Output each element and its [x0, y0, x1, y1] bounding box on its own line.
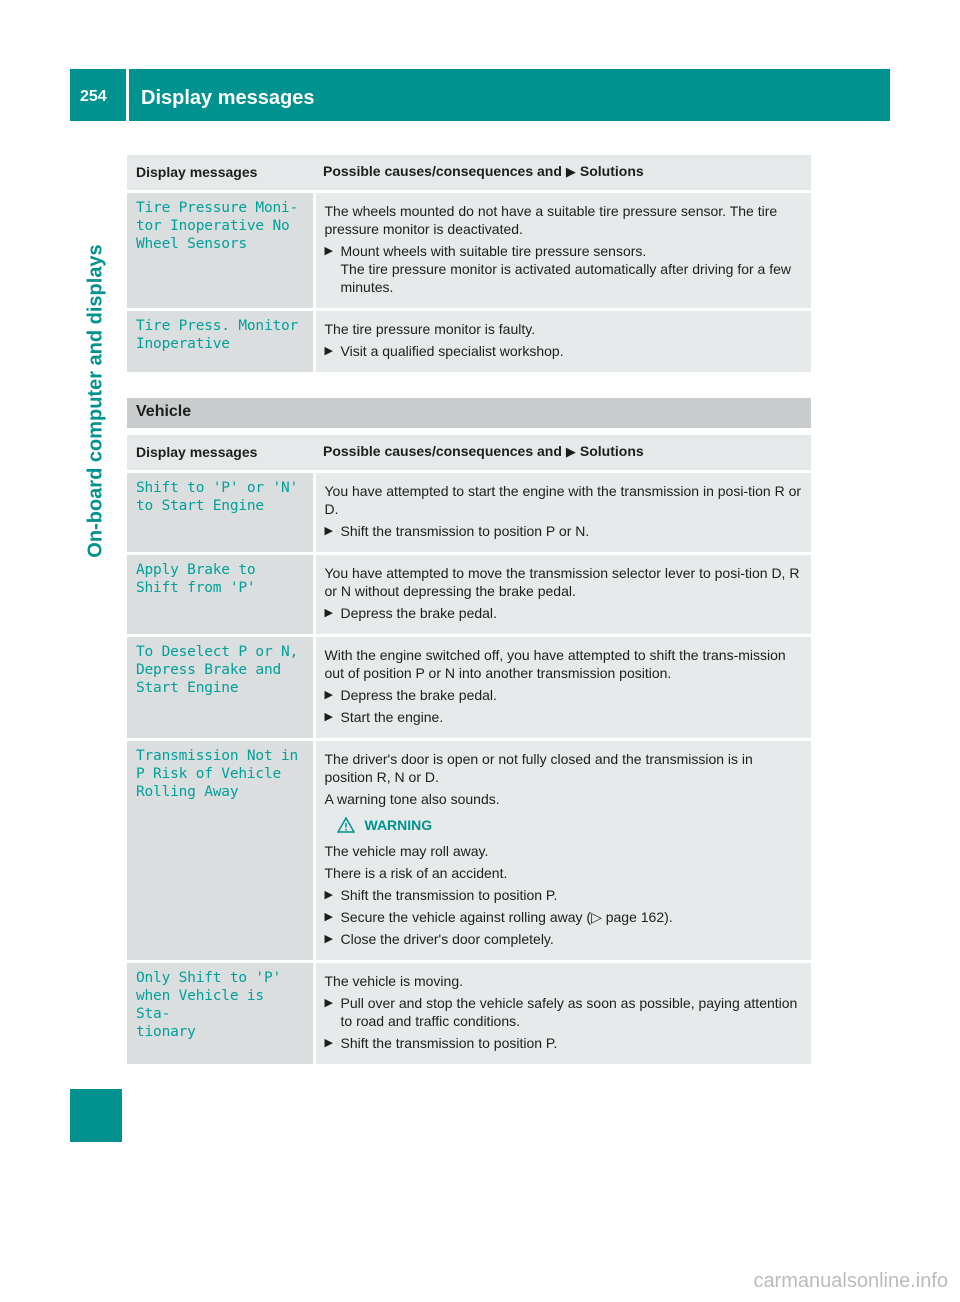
page-title: Display messages: [141, 87, 315, 109]
solution-step: ▶ Pull over and stop the vehicle safely as soon as possible, paying attention to road and traffic conditions.: [324, 995, 798, 1029]
side-chapter-title: On-board computer and displays: [84, 244, 107, 558]
step-arrow-icon: ▶: [324, 607, 333, 619]
solution-step: ▶ Close the driver's door completely.: [324, 931, 554, 947]
solution-step: ▶ Start the engine.: [324, 709, 444, 725]
page-number: 254: [80, 88, 107, 105]
col-header-messages: Display messages: [127, 155, 314, 192]
message-description: With the engine switched off, you have attempted to shift the trans-mission out of position P or N into another transmission position. ▶ Depress the brake pedal. ▶ Start the engine.: [314, 636, 811, 740]
col-header-causes: Possible causes/consequences and ▶ Solutions: [314, 155, 811, 192]
section-header-vehicle: Vehicle: [127, 398, 811, 428]
display-message: Tire Pressure Moni‐ tor Inoperative No Wheel Sensors: [127, 192, 314, 310]
solution-step: ▶ Shift the transmission to position P.: [324, 1035, 558, 1051]
solution-step: ▶ Visit a qualified specialist workshop.: [324, 343, 564, 359]
vehicle-table: [127, 435, 811, 1067]
page-reference-link[interactable]: Secure the vehicle against rolling away (▷ page 162).: [340, 909, 673, 925]
display-message: Apply Brake to Shift from 'P': [127, 554, 314, 636]
message-description: The wheels mounted do not have a suitable tire pressure sensor. The tire pressure monitor is deactivated. ▶ Mount wheels with suitable tire pressure sensors. The tire pressure monitor is activated automatically after driving for a few minutes.: [314, 192, 811, 310]
display-message: Only Shift to 'P' when Vehicle is Sta‐ tionary: [127, 962, 314, 1066]
arrow-icon: ▶: [565, 164, 576, 179]
step-arrow-icon: ▶: [324, 997, 333, 1009]
step-arrow-icon: ▶: [324, 689, 333, 701]
warning-triangle-icon: [337, 817, 355, 833]
solution-step: ▶ Depress the brake pedal.: [324, 687, 497, 703]
solution-step: [325, 908, 804, 926]
solution-step: ▶ Mount wheels with suitable tire pressure sensors. The tire pressure monitor is activated automatically after driving for a few minutes.: [324, 243, 792, 295]
solution-step: ▶ Shift the transmission to position P.: [324, 887, 558, 903]
solution-step: ▶ Depress the brake pedal.: [324, 605, 497, 621]
table-row: [127, 310, 811, 374]
table-row: [127, 962, 811, 1066]
display-message: To Deselect P or N, Depress Brake and Start Engine: [127, 636, 314, 740]
header-divider: [126, 69, 129, 121]
warning-notice: WARNING: [337, 816, 804, 834]
watermark: carmanualsonline.info: [753, 1270, 948, 1292]
step-arrow-icon: ▶: [324, 1037, 333, 1049]
col-header-causes: Possible causes/consequences and ▶ Solutions: [314, 435, 811, 472]
table-header-row: [127, 435, 811, 472]
table-row: [127, 554, 811, 636]
table-row: [127, 472, 811, 554]
step-arrow-icon: ▶: [324, 345, 333, 357]
tire-pressure-table: [127, 155, 811, 375]
message-description: The tire pressure monitor is faulty. ▶ Visit a qualified specialist workshop.: [314, 310, 811, 374]
solution-step: ▶ Shift the transmission to position P or N.: [324, 523, 590, 539]
side-chapter-block: [70, 1089, 122, 1142]
table-row: [127, 636, 811, 740]
col-header-messages: Display messages: [127, 435, 314, 472]
arrow-icon: ▶: [565, 444, 576, 459]
step-arrow-icon: ▶: [324, 889, 333, 901]
table-header-row: [127, 155, 811, 192]
display-message: Tire Press. Monitor Inoperative: [127, 310, 314, 374]
step-arrow-icon: ▶: [324, 245, 333, 257]
message-description: You have attempted to start the engine with the transmission in posi-tion R or D. ▶ Shift the transmission to position P or N.: [314, 472, 811, 554]
message-description: The vehicle is moving. ▶ Pull over and stop the vehicle safely as soon as possible, paying attention to road and traffic conditions. ▶ Shift the transmission to position P.: [314, 962, 811, 1066]
table-row: [127, 740, 811, 962]
step-arrow-icon: ▶: [324, 711, 333, 723]
step-arrow-icon: ▶: [324, 933, 333, 945]
message-description: You have attempted to move the transmission selector lever to posi-tion D, R or N without depressing the brake pedal. ▶ Depress the brake pedal.: [314, 554, 811, 636]
table-row: [127, 192, 811, 310]
step-arrow-icon: ▶: [324, 525, 333, 537]
display-message: Transmission Not in P Risk of Vehicle Rolling Away: [127, 740, 314, 962]
step-arrow-icon: ▶: [324, 911, 333, 923]
message-description: The driver's door is open or not fully closed and the transmission is in position R, N or D. A warning tone also sounds. WARNING The vehicle may roll away. There is a risk of an accident. ▶ Shift the transmission to position P. ▶ Secure the vehicle against rolling away (▷ page 162). ▶ Close the driver's door completely.: [314, 740, 811, 962]
display-message: Shift to 'P' or 'N' to Start Engine: [127, 472, 314, 554]
